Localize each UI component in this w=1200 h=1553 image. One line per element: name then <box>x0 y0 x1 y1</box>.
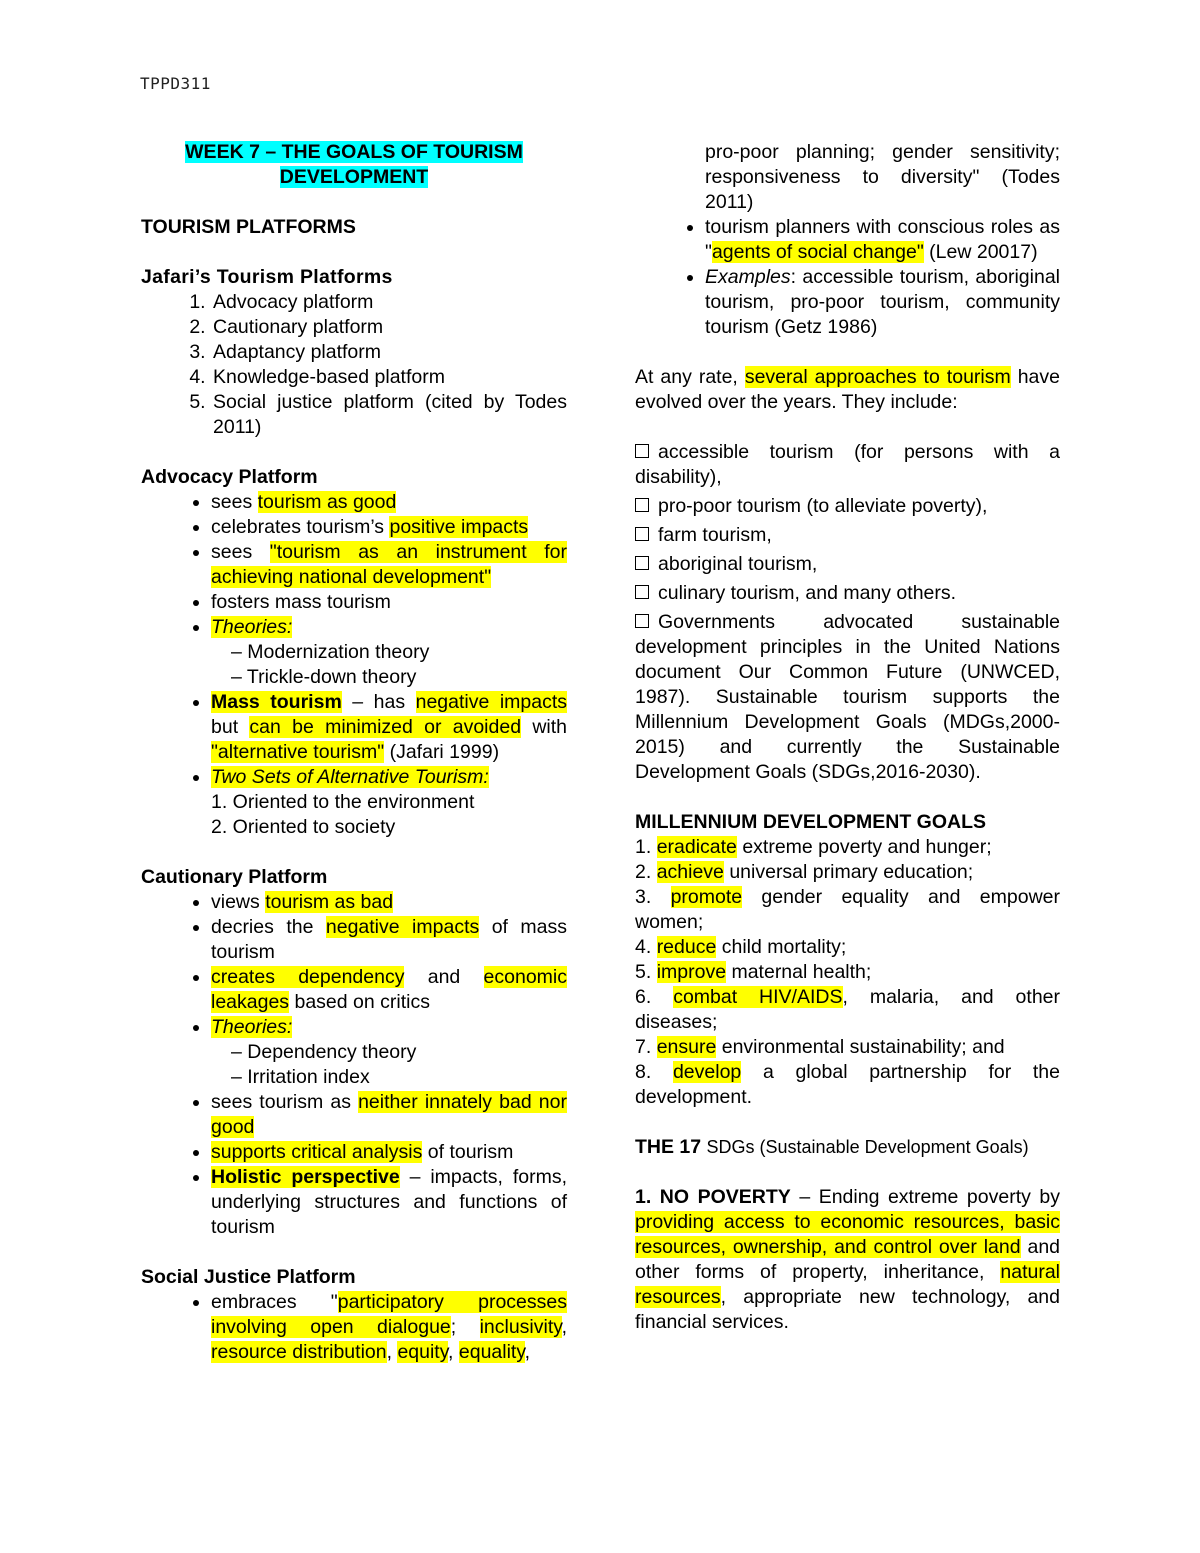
right-column <box>635 140 1060 1335</box>
list-item: • fosters mass tourism <box>211 590 567 615</box>
list-item: • supports critical analysis of tourism <box>211 1140 567 1165</box>
checklist-item: accessible tourism (for persons with a disability), <box>635 441 1060 488</box>
list-item: • sees tourism as neither innately bad nor good <box>211 1090 567 1140</box>
list-item: • Examples: accessible tourism, aboriginal tourism, pro-poor tourism, community tourism (Getz 1986) <box>705 265 1060 340</box>
checklist-item: culinary tourism, and many others. <box>635 581 1060 606</box>
approaches-paragraph: At any rate, several approaches to tourism have evolved over the years. They include: <box>635 366 1060 413</box>
list-item: • embraces "participatory processes involving open dialogue; inclusivity, resource distribution, equity, equality, <box>211 1290 567 1365</box>
list-item: 3. promote gender equality and empower women; <box>635 886 1060 933</box>
list-item: 2. achieve universal primary education; <box>635 861 974 883</box>
list-item: 4. reduce child mortality; <box>635 936 847 958</box>
list-item: • tourism planners with conscious roles as "agents of social change" (Lew 20017) <box>705 215 1060 265</box>
checkbox-icon <box>635 527 649 541</box>
list-item: 6. combat HIV/AIDS, malaria, and other diseases; <box>635 986 1060 1033</box>
tourism-platforms-heading: TOURISM PLATFORMS <box>141 216 356 238</box>
list-item: • sees tourism as good <box>211 490 567 515</box>
social-justice-list-more <box>635 215 1060 340</box>
cautionary-heading: Cautionary Platform <box>141 866 328 888</box>
list-item: 5. improve maternal health; <box>635 961 872 983</box>
jafari-platform-list <box>141 290 567 440</box>
page-title: WEEK 7 – THE GOALS OF TOURISM DEVELOPMENT <box>185 141 523 188</box>
social-justice-list <box>141 1290 567 1365</box>
list-item: • Two Sets of Alternative Tourism: 1. Oriented to the environment 2. Oriented to society <box>211 765 567 840</box>
list-item: 3. Adaptancy platform <box>211 340 567 365</box>
approach-checklist <box>635 440 1060 785</box>
list-item: • creates dependency and economic leakages based on critics <box>211 965 567 1015</box>
checklist-item: Governments advocated sustainable development principles in the United Nations document Our Common Future (UNWCED, 1987). Sustainable tourism supports the Millennium Development Goals (MDGs,2000-2015) and currently the Sustainable Development Goals (SDGs,2016-2030). <box>635 611 1060 783</box>
checkbox-icon <box>635 585 649 599</box>
cautionary-list <box>141 890 567 1240</box>
jafari-heading: Jafari’s Tourism Platforms <box>141 266 393 288</box>
sdg-heading: THE 17 SDGs (Sustainable Development Goals) <box>635 1136 1029 1158</box>
no-poverty-paragraph: 1. NO POVERTY – Ending extreme poverty by providing access to economic resources, basic resources, ownership, and control over land and other forms of property, inheritance, natural resources, appropriate new technology, and financial services. <box>635 1186 1061 1333</box>
list-item: • Theories: – Dependency theory – Irritation index <box>211 1015 567 1090</box>
list-item: • views tourism as bad <box>211 890 567 915</box>
list-item: • sees "tourism as an instrument for achieving national development" <box>211 540 567 590</box>
list-item: • Theories: – Modernization theory – Trickle-down theory <box>211 615 567 690</box>
list-item: • Mass tourism – has negative impacts but can be minimized or avoided with "alternative tourism" (Jafari 1999) <box>211 690 567 765</box>
document-header-code: TPPD311 <box>140 74 211 93</box>
list-item: 7. ensure environmental sustainability; and <box>635 1036 1005 1058</box>
checklist-item: farm tourism, <box>635 523 1060 548</box>
checkbox-icon <box>635 614 649 628</box>
social-justice-heading: Social Justice Platform <box>141 1266 356 1288</box>
advocacy-list <box>141 490 567 840</box>
checkbox-icon <box>635 498 649 512</box>
left-column <box>141 140 567 1365</box>
mdg-heading: MILLENNIUM DEVELOPMENT GOALS <box>635 811 986 833</box>
list-item: 4. Knowledge-based platform <box>211 365 567 390</box>
list-item-continued: pro-poor planning; gender sensitivity; responsiveness to diversity" (Todes 2011) <box>705 141 1060 213</box>
list-item: 1. eradicate extreme poverty and hunger; <box>635 836 992 858</box>
list-item: • decries the negative impacts of mass tourism <box>211 915 567 965</box>
advocacy-heading: Advocacy Platform <box>141 466 318 488</box>
social-justice-list-continued <box>635 140 1060 215</box>
list-item: 2. Cautionary platform <box>211 315 567 340</box>
mdg-list <box>635 835 1060 1110</box>
list-item: • Holistic perspective – impacts, forms, underlying structures and functions of tourism <box>211 1165 567 1240</box>
checklist-item: pro-poor tourism (to alleviate poverty), <box>635 494 1060 519</box>
checklist-item: aboriginal tourism, <box>635 552 1060 577</box>
list-item: 5. Social justice platform (cited by Todes 2011) <box>211 390 567 440</box>
list-item: 8. develop a global partnership for the development. <box>635 1061 1060 1108</box>
checkbox-icon <box>635 444 649 458</box>
checkbox-icon <box>635 556 649 570</box>
list-item: 1. Advocacy platform <box>211 290 567 315</box>
list-item: • celebrates tourism’s positive impacts <box>211 515 567 540</box>
